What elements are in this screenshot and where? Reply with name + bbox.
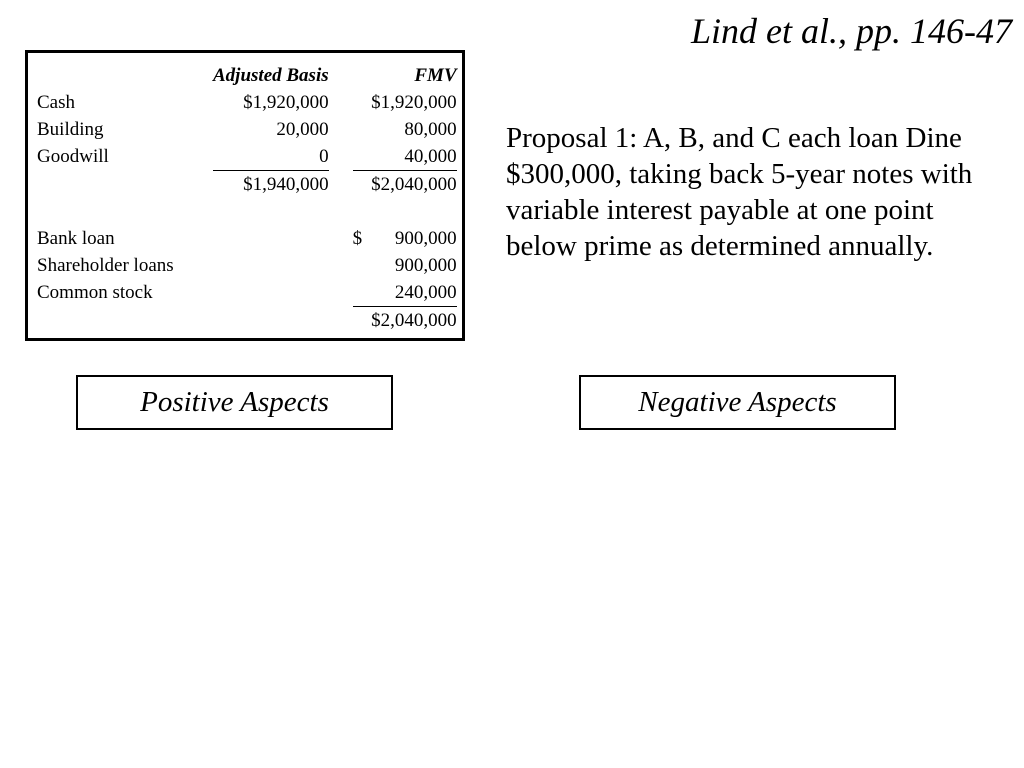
row-basis: $1,920,000 <box>243 92 329 113</box>
table-row <box>37 143 457 171</box>
balance-sheet-box <box>25 50 465 341</box>
negative-aspects-box <box>579 375 896 430</box>
row-basis: 20,000 <box>276 119 329 140</box>
row-fmv-value: 900,000 <box>394 228 457 249</box>
currency-symbol: $ <box>352 228 363 249</box>
row-fmv: $1,920,000 <box>371 92 457 113</box>
balance-sheet-table <box>37 62 457 334</box>
row-fmv: 80,000 <box>404 119 457 140</box>
financing-total-fmv: $2,040,000 <box>371 310 457 331</box>
row-label: Cash <box>37 92 75 113</box>
asset-total-fmv: $2,040,000 <box>371 174 457 195</box>
negative-aspects-label: Negative Aspects <box>638 386 837 418</box>
financing-total-row <box>37 307 457 335</box>
table-header-row <box>37 62 457 89</box>
row-label: Building <box>37 119 104 140</box>
asset-total-basis: $1,940,000 <box>243 174 329 195</box>
header-adjusted-basis: Adjusted Basis <box>213 65 329 86</box>
row-label: Shareholder loans <box>37 255 174 276</box>
asset-total-row <box>37 171 457 199</box>
row-fmv: 240,000 <box>353 279 457 307</box>
table-row <box>37 89 457 116</box>
row-label: Goodwill <box>37 146 109 168</box>
header-fmv: FMV <box>414 65 457 86</box>
row-label: Common stock <box>37 282 153 304</box>
proposal-text: Proposal 1: A, B, and C each loan Dine $300,000, taking back 5-year notes with variable interest payable at one point below prime as determined annually. <box>506 122 973 262</box>
row-fmv: 40,000 <box>353 143 457 171</box>
positive-aspects-label: Positive Aspects <box>140 386 329 418</box>
citation: Lind et al., pp. 146-47 <box>691 11 1012 51</box>
positive-aspects-box <box>76 375 393 430</box>
row-fmv <box>353 225 457 252</box>
header-label-blank <box>37 62 213 89</box>
table-row <box>37 225 457 252</box>
spacer-row <box>37 198 457 225</box>
row-label: Bank loan <box>37 228 115 249</box>
table-row <box>37 279 457 307</box>
table-row <box>37 252 457 279</box>
table-row <box>37 116 457 143</box>
row-basis: 0 <box>213 143 329 171</box>
row-fmv: 900,000 <box>394 255 457 276</box>
